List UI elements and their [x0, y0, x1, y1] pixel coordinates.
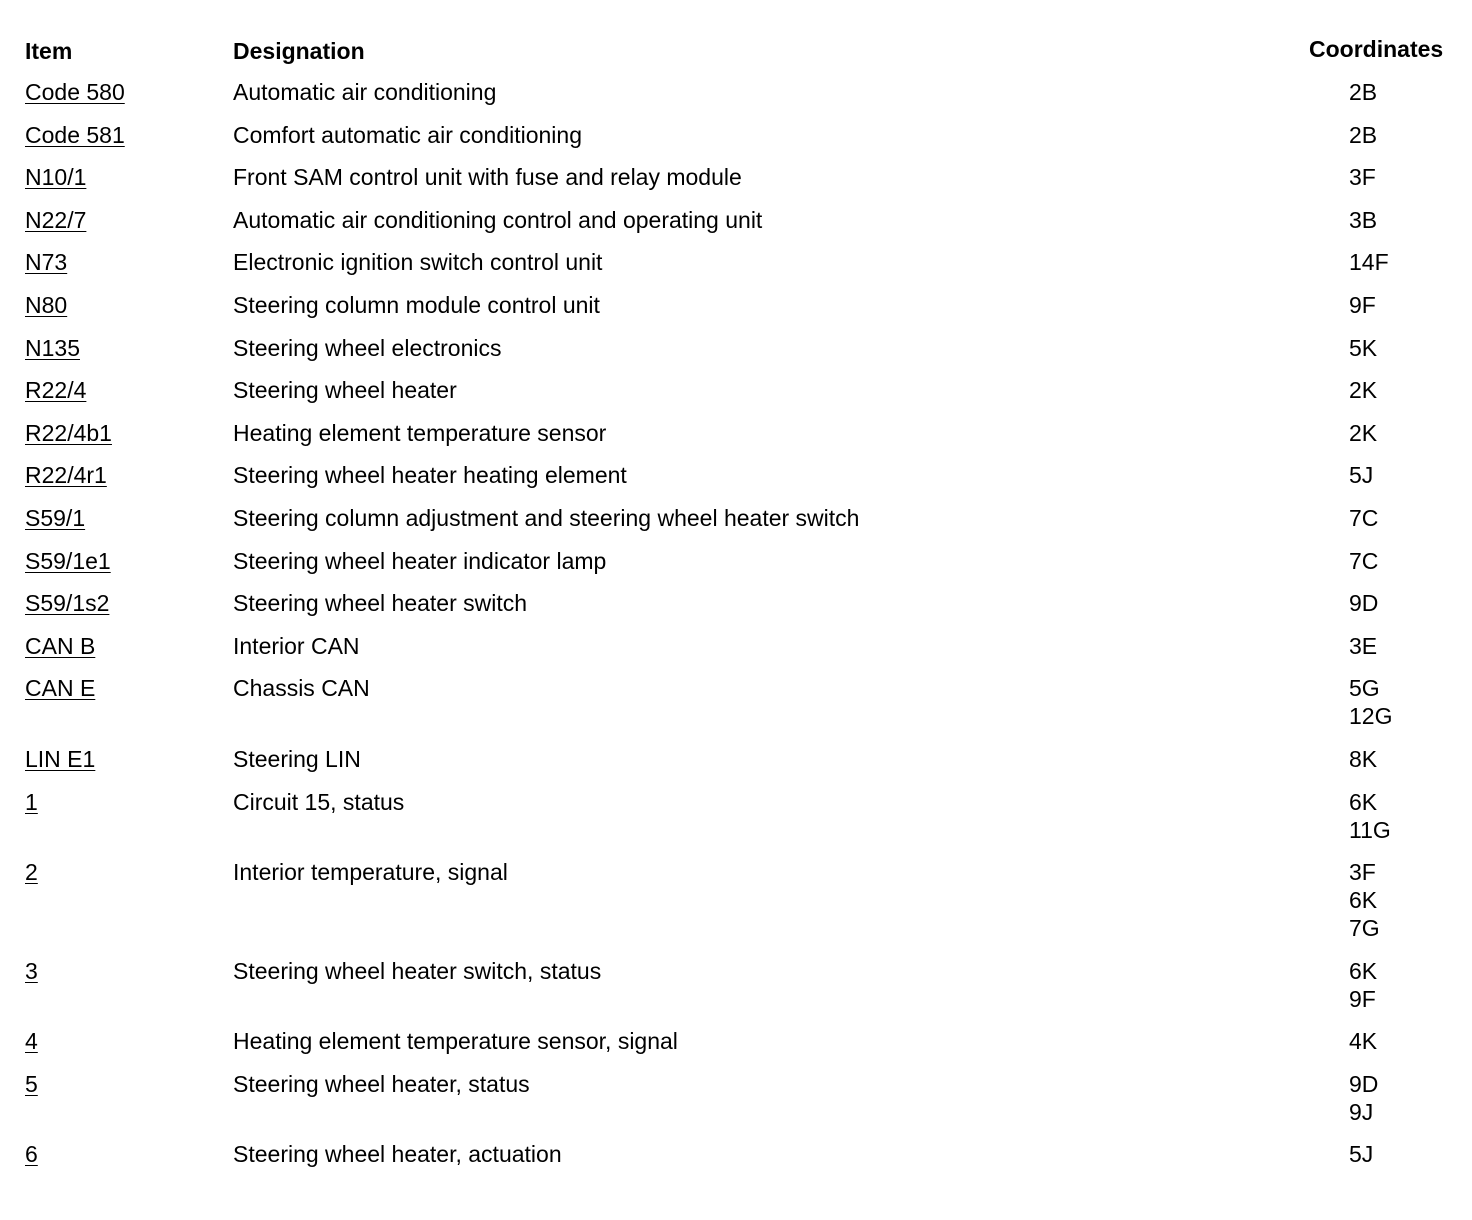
table-row	[0, 1140, 1472, 1183]
coordinates-cell	[1349, 291, 1459, 319]
coordinate-value: 5K	[1349, 334, 1378, 361]
coordinate-value: 3B	[1349, 206, 1378, 233]
coordinates-cell	[1349, 632, 1459, 660]
coordinate-value: 2K	[1349, 419, 1378, 446]
coordinates-cell	[1349, 334, 1459, 362]
item-cell	[25, 589, 109, 617]
item-cell	[25, 419, 112, 447]
coordinate-value: 2B	[1349, 121, 1378, 148]
coordinate-value: 7C	[1349, 547, 1379, 574]
item-cell	[25, 461, 107, 489]
designation-cell: Circuit 15, status	[233, 788, 405, 815]
item-link[interactable]: N80	[25, 291, 68, 318]
coordinate-value: 9J	[1349, 1098, 1374, 1125]
table-row	[0, 745, 1472, 788]
designation-cell: Interior temperature, signal	[233, 859, 508, 886]
item-cell	[25, 121, 125, 149]
table-row	[0, 674, 1472, 745]
coordinate-value: 3E	[1349, 632, 1378, 659]
item-cell	[25, 632, 95, 660]
designation-cell: Steering wheel heater switch	[233, 590, 528, 617]
coordinate-value: 3F	[1349, 164, 1376, 191]
coordinate-value: 4K	[1349, 1028, 1378, 1055]
coordinate-value: 6K	[1349, 788, 1378, 815]
item-cell	[25, 547, 111, 575]
item-link[interactable]: 6	[25, 1141, 38, 1168]
designation-cell: Steering column adjustment and steering wheel heater switch	[233, 504, 860, 531]
item-link[interactable]: S59/1s2	[25, 590, 110, 617]
coordinate-value: 9D	[1349, 1070, 1379, 1097]
item-cell	[25, 291, 67, 319]
coordinate-value: 9F	[1349, 291, 1376, 318]
column-header-designation: Designation	[233, 38, 365, 64]
legend-table-body	[0, 78, 1472, 1183]
designation-cell: Steering wheel heater, status	[233, 1070, 530, 1097]
coordinate-value: 3F	[1349, 859, 1376, 886]
table-row	[0, 461, 1472, 504]
item-cell	[25, 1070, 38, 1098]
item-link[interactable]: N22/7	[25, 206, 87, 233]
item-cell	[25, 163, 86, 191]
item-link[interactable]: CAN E	[25, 675, 96, 702]
designation-cell: Heating element temperature sensor	[233, 419, 607, 446]
coordinates-cell	[1349, 1140, 1459, 1168]
coordinates-cell	[1349, 547, 1459, 575]
designation-cell: Front SAM control unit with fuse and relay module	[233, 164, 742, 191]
item-cell	[25, 248, 67, 276]
table-row	[0, 858, 1472, 957]
designation-cell: Steering wheel heater, actuation	[233, 1141, 562, 1168]
item-cell	[25, 1027, 38, 1055]
designation-cell: Steering LIN	[233, 745, 361, 772]
item-cell	[25, 78, 125, 106]
coordinates-cell	[1349, 674, 1459, 730]
item-link[interactable]: S59/1	[25, 504, 86, 531]
coordinate-value: 8K	[1349, 745, 1378, 772]
coordinate-value: 9D	[1349, 590, 1379, 617]
table-row	[0, 376, 1472, 419]
table-row	[0, 121, 1472, 164]
item-cell	[25, 957, 38, 985]
table-row	[0, 547, 1472, 590]
designation-cell: Electronic ignition switch control unit	[233, 249, 603, 276]
coordinate-value: 12G	[1349, 703, 1393, 730]
coordinate-value: 5G	[1349, 675, 1380, 702]
item-link[interactable]: 5	[25, 1070, 38, 1097]
item-link[interactable]: 3	[25, 957, 38, 984]
item-cell	[25, 745, 95, 773]
item-link[interactable]: LIN E1	[25, 745, 96, 772]
coordinate-value: 9F	[1349, 985, 1376, 1012]
table-row	[0, 504, 1472, 547]
item-link[interactable]: R22/4r1	[25, 462, 107, 489]
item-cell	[25, 504, 85, 532]
table-row	[0, 1027, 1472, 1070]
coordinate-value: 14F	[1349, 249, 1389, 276]
designation-cell: Comfort automatic air conditioning	[233, 121, 582, 148]
designation-cell: Steering wheel heater switch, status	[233, 957, 602, 984]
item-link[interactable]: N135	[25, 334, 80, 361]
designation-cell: Automatic air conditioning	[233, 79, 497, 105]
table-row	[0, 291, 1472, 334]
designation-cell: Steering wheel heater indicator lamp	[233, 547, 607, 574]
table-row	[0, 163, 1472, 206]
coordinates-cell	[1349, 745, 1459, 773]
item-link[interactable]: S59/1e1	[25, 547, 111, 574]
column-header-coordinates: Coordinates	[1309, 36, 1444, 62]
item-link[interactable]: 4	[25, 1028, 38, 1055]
item-cell	[25, 1140, 38, 1168]
table-row	[0, 206, 1472, 249]
designation-cell: Interior CAN	[233, 632, 360, 659]
coordinate-value: 7C	[1349, 504, 1379, 531]
coordinate-value: 2K	[1349, 377, 1378, 404]
coordinates-cell	[1349, 1027, 1459, 1055]
table-row	[0, 78, 1472, 121]
item-cell	[25, 674, 95, 702]
item-cell	[25, 858, 38, 886]
designation-cell: Steering wheel electronics	[233, 334, 502, 361]
coordinate-value: 6K	[1349, 887, 1378, 914]
coordinate-value: 2B	[1349, 79, 1378, 105]
designation-cell: Heating element temperature sensor, signal	[233, 1028, 678, 1055]
item-link[interactable]: Code 581	[25, 121, 125, 148]
table-row	[0, 248, 1472, 291]
coordinates-cell	[1349, 121, 1459, 149]
column-header-item: Item	[25, 38, 73, 64]
table-row	[0, 788, 1472, 859]
coordinate-value: 5J	[1349, 1141, 1374, 1168]
item-link[interactable]: 2	[25, 859, 38, 886]
coordinates-cell	[1349, 788, 1459, 844]
item-link[interactable]: R22/4	[25, 377, 87, 404]
table-row	[0, 419, 1472, 462]
coordinate-value: 11G	[1349, 816, 1391, 843]
item-link[interactable]: N10/1	[25, 164, 87, 191]
coordinates-cell	[1349, 419, 1459, 447]
table-header	[0, 0, 1472, 80]
item-cell	[25, 376, 86, 404]
item-link[interactable]: R22/4b1	[25, 419, 112, 446]
coordinate-value: 7G	[1349, 915, 1380, 942]
table-row	[0, 589, 1472, 632]
coordinates-cell	[1349, 78, 1459, 106]
coordinates-cell	[1349, 376, 1459, 404]
item-cell	[25, 334, 80, 362]
coordinate-value: 5J	[1349, 462, 1374, 489]
coordinate-value: 6K	[1349, 957, 1378, 984]
designation-cell: Steering wheel heater heating element	[233, 462, 627, 489]
table-row	[0, 632, 1472, 675]
item-cell	[25, 788, 38, 816]
coordinates-cell	[1349, 163, 1459, 191]
coordinates-cell	[1349, 1070, 1459, 1126]
coordinates-cell	[1349, 248, 1459, 276]
item-link[interactable]: Code 580	[25, 79, 125, 105]
coordinates-cell	[1349, 461, 1459, 489]
coordinates-cell	[1349, 206, 1459, 234]
designation-cell: Chassis CAN	[233, 675, 370, 702]
table-row	[0, 334, 1472, 377]
table-row	[0, 957, 1472, 1028]
designation-cell: Steering wheel heater	[233, 377, 457, 404]
coordinates-cell	[1349, 858, 1459, 942]
designation-cell: Steering column module control unit	[233, 291, 600, 318]
coordinates-cell	[1349, 504, 1459, 532]
coordinates-cell	[1349, 589, 1459, 617]
item-link[interactable]: N73	[25, 249, 68, 276]
coordinates-cell	[1349, 957, 1459, 1013]
item-cell	[25, 206, 86, 234]
designation-cell: Automatic air conditioning control and operating unit	[233, 206, 763, 233]
item-link[interactable]: CAN B	[25, 632, 96, 659]
item-link[interactable]: 1	[25, 788, 38, 815]
table-row	[0, 1070, 1472, 1141]
